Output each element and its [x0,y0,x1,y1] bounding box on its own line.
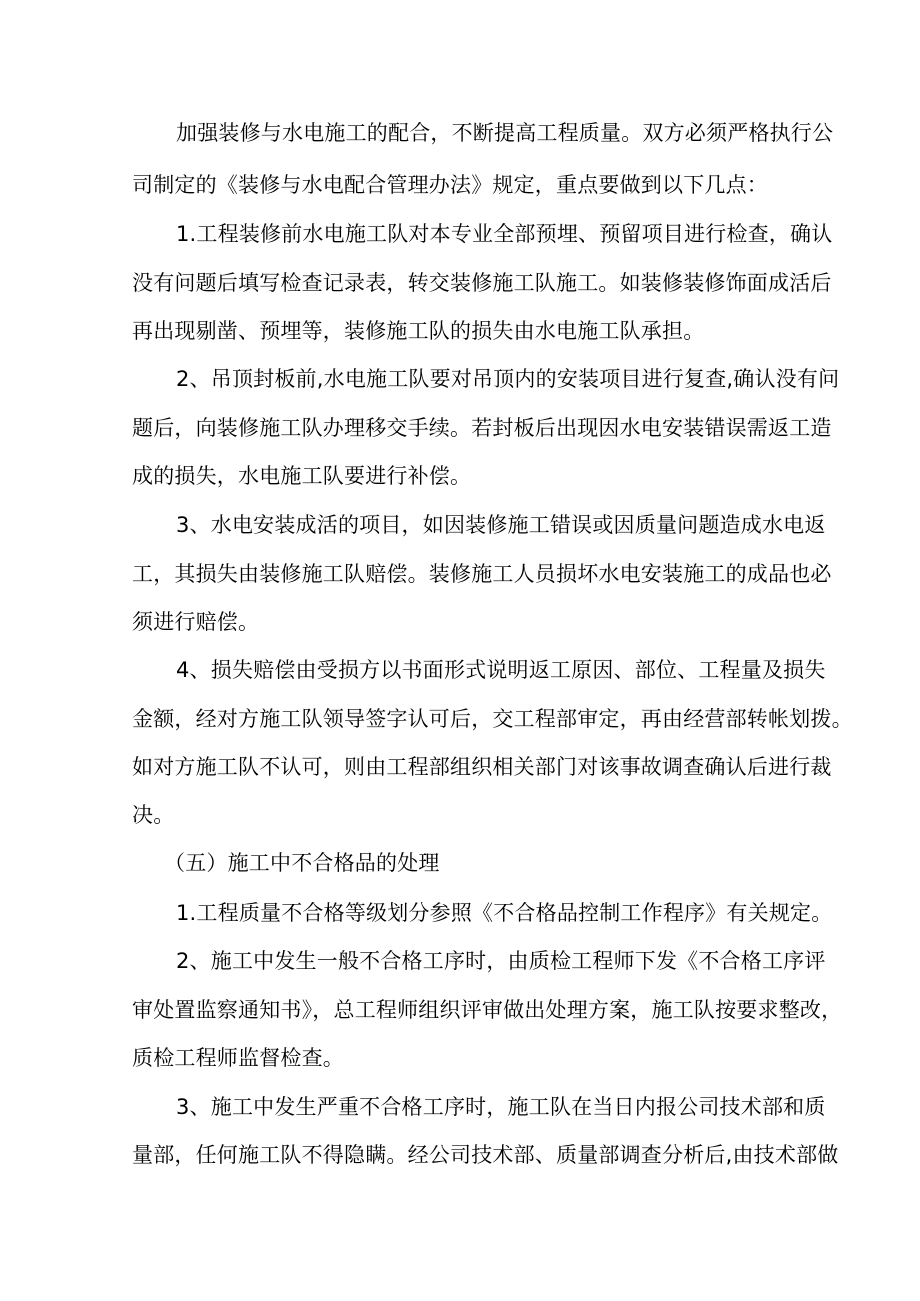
paragraph-line: 再出现剔凿、预埋等，装修施工队的损失由水电施工队承担。 [132,319,705,343]
paragraph-line: 4、损失赔偿由受损方以书面形式说明返工原因、部位、工程量及损失 [176,658,826,682]
paragraph-line: 2、施工中发生一般不合格工序时，由质检工程师下发《不合格工序评 [176,949,826,973]
paragraph-line: 1.工程装修前水电施工队对本专业全部预埋、预留项目进行检查，确认 [176,222,833,246]
paragraph-line: 如对方施工队不认可，则由工程部组织相关部门对该事故调查确认后进行裁 [132,755,832,779]
paragraph-line: 决。 [132,803,175,827]
paragraph-line: 成的损失，水电施工队要进行补偿。 [132,464,472,488]
paragraph-line: 金额，经对方施工队领导签字认可后，交工程部审定，再由经营部转帐划拨。 [132,707,853,731]
section-heading: （五）施工中不合格品的处理 [164,851,440,875]
paragraph-line: 审处置监察通知书》，总工程师组织评审做出处理方案，施工队按要求整改， [132,998,843,1022]
paragraph-line: 2、吊顶封板前,水电施工队要对吊顶内的安装项目进行复查,确认没有问 [176,367,840,391]
paragraph-line: 加强装修与水电施工的配合，不断提高工程质量。双方必须严格执行公 [176,121,834,145]
paragraph-line: 量部，任何施工队不得隐瞒。经公司技术部、质量部调查分析后,由技术部做 [132,1143,839,1167]
paragraph-line: 工，其损失由装修施工队赔偿。装修施工人员损坏水电安装施工的成品也必 [132,562,832,586]
paragraph-line: 须进行赔偿。 [132,610,260,634]
paragraph-line: 3、水电安装成活的项目，如因装修施工错误或因质量问题造成水电返 [176,513,826,537]
paragraph-line: 司制定的《装修与水电配合管理办法》规定，重点要做到以下几点： [132,173,768,197]
paragraph-line: 质检工程师监督检查。 [132,1046,344,1070]
paragraph-line: 没有问题后填写检查记录表，转交装修施工队施工。如装修装修饰面成活后 [132,271,832,295]
paragraph-line: 1.工程质量不合格等级划分参照《不合格品控制工作程序》有关规定。 [176,901,833,925]
paragraph-line: 题后，向装修施工队办理移交手续。若封板后出现因水电安装错误需返工造 [132,416,832,440]
paragraph-line: 3、施工中发生严重不合格工序时，施工队在当日内报公司技术部和质 [176,1095,826,1119]
